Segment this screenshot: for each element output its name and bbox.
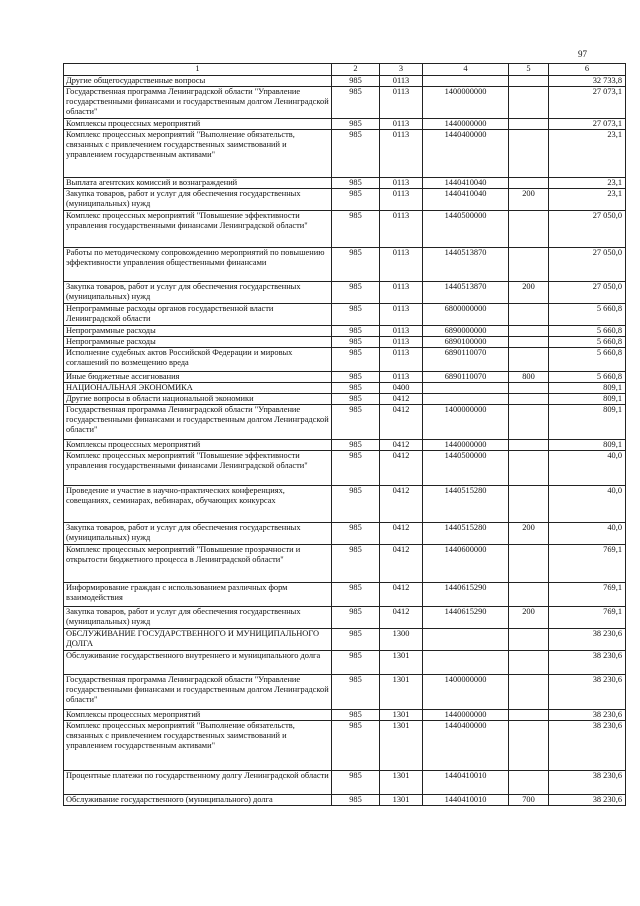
row-value-cell: 38 230,6: [549, 771, 626, 795]
budget-table: [63, 63, 626, 806]
table-row: [64, 440, 626, 451]
row-value-cell: 0113: [380, 248, 423, 282]
row-value-cell: 0400: [380, 383, 423, 394]
row-label-cell: Непрограммные расходы: [64, 326, 332, 337]
row-value-cell: 0412: [380, 405, 423, 440]
row-value-cell: [509, 675, 549, 710]
header-cell: 5: [509, 64, 549, 76]
row-value-cell: 0113: [380, 87, 423, 119]
row-value-cell: 1440400000: [423, 721, 509, 771]
table-row: [64, 486, 626, 523]
row-value-cell: [423, 383, 509, 394]
row-label-cell: Работы по методическому сопровождению мероприятий по повышению эффективности управления общественными финансами: [64, 248, 332, 282]
row-value-cell: 6890110070: [423, 348, 509, 372]
row-value-cell: 1400000000: [423, 405, 509, 440]
row-value-cell: 1440500000: [423, 211, 509, 248]
row-value-cell: 985: [332, 248, 380, 282]
row-value-cell: 1440410010: [423, 795, 509, 806]
row-value-cell: 200: [509, 607, 549, 629]
row-label-cell: Обслуживание государственного (муниципального) долга: [64, 795, 332, 806]
row-label-cell: Обслуживание государственного внутреннего и муниципального долга: [64, 651, 332, 675]
row-value-cell: [423, 629, 509, 651]
row-value-cell: 809,1: [549, 394, 626, 405]
row-label-cell: Информирование граждан с использованием различных форм взаимодействия: [64, 583, 332, 607]
row-value-cell: 1400000000: [423, 675, 509, 710]
row-label-cell: Комплекс процессных мероприятий "Повышение эффективности управления государственными финансами Ленинградской области": [64, 211, 332, 248]
row-label-cell: Комплекс процессных мероприятий "Выполнение обязательств, связанных с привлечением государственных заимствований и управлением государственным активами": [64, 721, 332, 771]
row-value-cell: 985: [332, 130, 380, 178]
row-value-cell: 1400000000: [423, 87, 509, 119]
row-value-cell: 985: [332, 607, 380, 629]
table-row: [64, 383, 626, 394]
row-value-cell: [423, 651, 509, 675]
row-value-cell: 1301: [380, 675, 423, 710]
row-value-cell: 0113: [380, 119, 423, 130]
row-value-cell: 23,1: [549, 189, 626, 211]
row-label-cell: Проведение и участие в научно-практических конференциях, совещаниях, семинарах, вебинарах, обучающих конкурсах: [64, 486, 332, 523]
table-row: [64, 348, 626, 372]
row-value-cell: 985: [332, 651, 380, 675]
row-value-cell: [509, 211, 549, 248]
table-row: [64, 675, 626, 710]
row-value-cell: 38 230,6: [549, 675, 626, 710]
page-number: 97: [578, 49, 587, 59]
row-value-cell: 1440000000: [423, 710, 509, 721]
row-value-cell: 38 230,6: [549, 721, 626, 771]
table-row: [64, 87, 626, 119]
row-value-cell: 985: [332, 178, 380, 189]
row-value-cell: 0412: [380, 486, 423, 523]
row-value-cell: 40,0: [549, 486, 626, 523]
table-row: [64, 629, 626, 651]
table-row: [64, 211, 626, 248]
row-value-cell: 32 733,8: [549, 76, 626, 87]
row-value-cell: 38 230,6: [549, 710, 626, 721]
row-value-cell: 0113: [380, 178, 423, 189]
row-value-cell: 38 230,6: [549, 795, 626, 806]
header-cell: 1: [64, 64, 332, 76]
row-value-cell: 985: [332, 372, 380, 383]
row-value-cell: 1440500000: [423, 451, 509, 486]
table-row: [64, 583, 626, 607]
table-row: [64, 248, 626, 282]
row-value-cell: 1301: [380, 721, 423, 771]
row-value-cell: 40,0: [549, 451, 626, 486]
header-cell: 4: [423, 64, 509, 76]
row-value-cell: 0412: [380, 440, 423, 451]
row-value-cell: 5 660,8: [549, 326, 626, 337]
row-value-cell: 1440515280: [423, 486, 509, 523]
row-value-cell: 1301: [380, 771, 423, 795]
row-value-cell: 0113: [380, 304, 423, 326]
row-value-cell: [509, 451, 549, 486]
row-value-cell: 985: [332, 583, 380, 607]
row-value-cell: 985: [332, 282, 380, 304]
row-label-cell: Государственная программа Ленинградской области "Управление государственными финансами и государственным долгом Ленинградской области": [64, 405, 332, 440]
row-value-cell: 5 660,8: [549, 304, 626, 326]
row-label-cell: Закупка товаров, работ и услуг для обеспечения государственных (муниципальных) нужд: [64, 607, 332, 629]
row-value-cell: 985: [332, 545, 380, 583]
table-row: [64, 76, 626, 87]
table-row: [64, 721, 626, 771]
row-value-cell: 0113: [380, 130, 423, 178]
row-value-cell: 809,1: [549, 405, 626, 440]
row-value-cell: 0412: [380, 523, 423, 545]
row-value-cell: 985: [332, 304, 380, 326]
row-value-cell: 985: [332, 721, 380, 771]
row-value-cell: [509, 545, 549, 583]
table-row: [64, 130, 626, 178]
row-value-cell: 27 073,1: [549, 119, 626, 130]
row-value-cell: [509, 771, 549, 795]
row-value-cell: 0412: [380, 451, 423, 486]
row-value-cell: 23,1: [549, 178, 626, 189]
row-value-cell: 1300: [380, 629, 423, 651]
row-value-cell: [509, 629, 549, 651]
row-label-cell: Другие общегосударственные вопросы: [64, 76, 332, 87]
row-value-cell: [509, 348, 549, 372]
row-value-cell: [509, 87, 549, 119]
row-value-cell: 985: [332, 451, 380, 486]
row-value-cell: 1440000000: [423, 440, 509, 451]
row-value-cell: 1440410040: [423, 178, 509, 189]
row-value-cell: 1440600000: [423, 545, 509, 583]
row-value-cell: [509, 394, 549, 405]
row-value-cell: 985: [332, 710, 380, 721]
row-value-cell: 985: [332, 523, 380, 545]
row-value-cell: 200: [509, 282, 549, 304]
row-label-cell: Другие вопросы в области национальной экономики: [64, 394, 332, 405]
row-value-cell: 6890000000: [423, 326, 509, 337]
row-value-cell: 0412: [380, 583, 423, 607]
table-row: [64, 337, 626, 348]
row-label-cell: Комплекс процессных мероприятий "Выполнение обязательств, связанных с привлечением государственных заимствований и управлением государственным активами": [64, 130, 332, 178]
row-value-cell: 0113: [380, 372, 423, 383]
table-row: [64, 545, 626, 583]
row-value-cell: [509, 304, 549, 326]
row-value-cell: 1301: [380, 795, 423, 806]
row-value-cell: [509, 651, 549, 675]
row-value-cell: 38 230,6: [549, 651, 626, 675]
row-value-cell: 1440410040: [423, 189, 509, 211]
row-value-cell: 1440410010: [423, 771, 509, 795]
row-label-cell: Государственная программа Ленинградской области "Управление государственными финансами и государственным долгом Ленинградской области": [64, 87, 332, 119]
row-value-cell: 0113: [380, 189, 423, 211]
table-row: [64, 372, 626, 383]
row-label-cell: Комплекс процессных мероприятий "Повышение эффективности управления государственными финансами Ленинградской области": [64, 451, 332, 486]
row-value-cell: 700: [509, 795, 549, 806]
row-value-cell: 1440615290: [423, 607, 509, 629]
row-value-cell: 200: [509, 189, 549, 211]
row-value-cell: 1440000000: [423, 119, 509, 130]
row-label-cell: Комплексы процессных мероприятий: [64, 710, 332, 721]
row-value-cell: 1301: [380, 651, 423, 675]
row-value-cell: 985: [332, 189, 380, 211]
row-label-cell: НАЦИОНАЛЬНАЯ ЭКОНОМИКА: [64, 383, 332, 394]
table-row: [64, 523, 626, 545]
row-value-cell: 985: [332, 119, 380, 130]
row-label-cell: Иные бюджетные ассигнования: [64, 372, 332, 383]
row-label-cell: Комплекс процессных мероприятий "Повышение прозрачности и открытости бюджетного процесса в Ленинградской области": [64, 545, 332, 583]
table-row: [64, 304, 626, 326]
row-value-cell: 27 050,0: [549, 211, 626, 248]
row-value-cell: [509, 337, 549, 348]
row-value-cell: 0412: [380, 394, 423, 405]
row-value-cell: 0113: [380, 76, 423, 87]
row-value-cell: 6890100000: [423, 337, 509, 348]
row-value-cell: 985: [332, 486, 380, 523]
row-value-cell: 0113: [380, 282, 423, 304]
row-value-cell: 38 230,6: [549, 629, 626, 651]
row-value-cell: 985: [332, 383, 380, 394]
row-value-cell: 6800000000: [423, 304, 509, 326]
row-value-cell: [509, 486, 549, 523]
row-value-cell: 5 660,8: [549, 348, 626, 372]
row-label-cell: Непрограммные расходы органов государственной власти Ленинградской области: [64, 304, 332, 326]
row-value-cell: 985: [332, 629, 380, 651]
row-label-cell: Закупка товаров, работ и услуг для обеспечения государственных (муниципальных) нужд: [64, 189, 332, 211]
row-value-cell: 27 050,0: [549, 282, 626, 304]
row-value-cell: 985: [332, 771, 380, 795]
row-value-cell: 27 050,0: [549, 248, 626, 282]
row-value-cell: 985: [332, 87, 380, 119]
row-value-cell: [509, 440, 549, 451]
row-value-cell: 0113: [380, 326, 423, 337]
row-value-cell: 769,1: [549, 545, 626, 583]
table-row: [64, 189, 626, 211]
row-value-cell: 985: [332, 440, 380, 451]
row-label-cell: ОБСЛУЖИВАНИЕ ГОСУДАРСТВЕННОГО И МУНИЦИПАЛЬНОГО ДОЛГА: [64, 629, 332, 651]
row-value-cell: [509, 119, 549, 130]
row-value-cell: 800: [509, 372, 549, 383]
header-cell: 2: [332, 64, 380, 76]
table-row: [64, 394, 626, 405]
row-value-cell: [423, 76, 509, 87]
row-value-cell: 0113: [380, 337, 423, 348]
row-value-cell: [509, 721, 549, 771]
row-label-cell: Комплексы процессных мероприятий: [64, 440, 332, 451]
row-value-cell: 985: [332, 76, 380, 87]
row-label-cell: Непрограммные расходы: [64, 337, 332, 348]
header-cell: 3: [380, 64, 423, 76]
row-value-cell: 985: [332, 405, 380, 440]
row-value-cell: 40,0: [549, 523, 626, 545]
row-label-cell: Исполнение судебных актов Российской Федерации и мировых соглашений по возмещению вреда: [64, 348, 332, 372]
row-value-cell: [509, 76, 549, 87]
row-value-cell: 985: [332, 348, 380, 372]
row-value-cell: 1440513870: [423, 282, 509, 304]
row-label-cell: Комплексы процессных мероприятий: [64, 119, 332, 130]
row-value-cell: 0113: [380, 211, 423, 248]
row-value-cell: 1440400000: [423, 130, 509, 178]
table-row: [64, 451, 626, 486]
row-value-cell: 0412: [380, 545, 423, 583]
table-row: [64, 282, 626, 304]
table-row: [64, 326, 626, 337]
row-value-cell: [509, 710, 549, 721]
row-label-cell: Закупка товаров, работ и услуг для обеспечения государственных (муниципальных) нужд: [64, 282, 332, 304]
row-value-cell: 23,1: [549, 130, 626, 178]
row-value-cell: 769,1: [549, 583, 626, 607]
row-value-cell: [509, 178, 549, 189]
row-value-cell: [509, 326, 549, 337]
row-value-cell: 5 660,8: [549, 372, 626, 383]
row-value-cell: 985: [332, 211, 380, 248]
row-value-cell: 985: [332, 795, 380, 806]
table-row: [64, 651, 626, 675]
row-value-cell: [509, 383, 549, 394]
table-row: [64, 119, 626, 130]
table-row: [64, 405, 626, 440]
row-value-cell: 27 073,1: [549, 87, 626, 119]
row-value-cell: 769,1: [549, 607, 626, 629]
row-label-cell: Закупка товаров, работ и услуг для обеспечения государственных (муниципальных) нужд: [64, 523, 332, 545]
table-header-row: [64, 64, 626, 76]
row-value-cell: 0113: [380, 348, 423, 372]
row-value-cell: [509, 583, 549, 607]
row-value-cell: 1440515280: [423, 523, 509, 545]
table-row: [64, 710, 626, 721]
table-row: [64, 607, 626, 629]
row-value-cell: 985: [332, 326, 380, 337]
row-value-cell: 985: [332, 394, 380, 405]
row-value-cell: 809,1: [549, 440, 626, 451]
row-label-cell: Выплата агентских комиссий и вознаграждений: [64, 178, 332, 189]
row-value-cell: 985: [332, 675, 380, 710]
row-value-cell: 809,1: [549, 383, 626, 394]
row-value-cell: [509, 405, 549, 440]
row-value-cell: [423, 394, 509, 405]
table-row: [64, 795, 626, 806]
row-value-cell: [509, 130, 549, 178]
row-value-cell: 1440513870: [423, 248, 509, 282]
row-label-cell: Процентные платежи по государственному долгу Ленинградской области: [64, 771, 332, 795]
header-cell: 6: [549, 64, 626, 76]
row-value-cell: 200: [509, 523, 549, 545]
row-value-cell: 6890110070: [423, 372, 509, 383]
row-value-cell: 1440615290: [423, 583, 509, 607]
table-row: [64, 178, 626, 189]
row-value-cell: [509, 248, 549, 282]
row-value-cell: 5 660,8: [549, 337, 626, 348]
row-value-cell: 985: [332, 337, 380, 348]
row-value-cell: 0412: [380, 607, 423, 629]
table-row: [64, 771, 626, 795]
row-label-cell: Государственная программа Ленинградской области "Управление государственными финансами и государственным долгом Ленинградской области": [64, 675, 332, 710]
row-value-cell: 1301: [380, 710, 423, 721]
